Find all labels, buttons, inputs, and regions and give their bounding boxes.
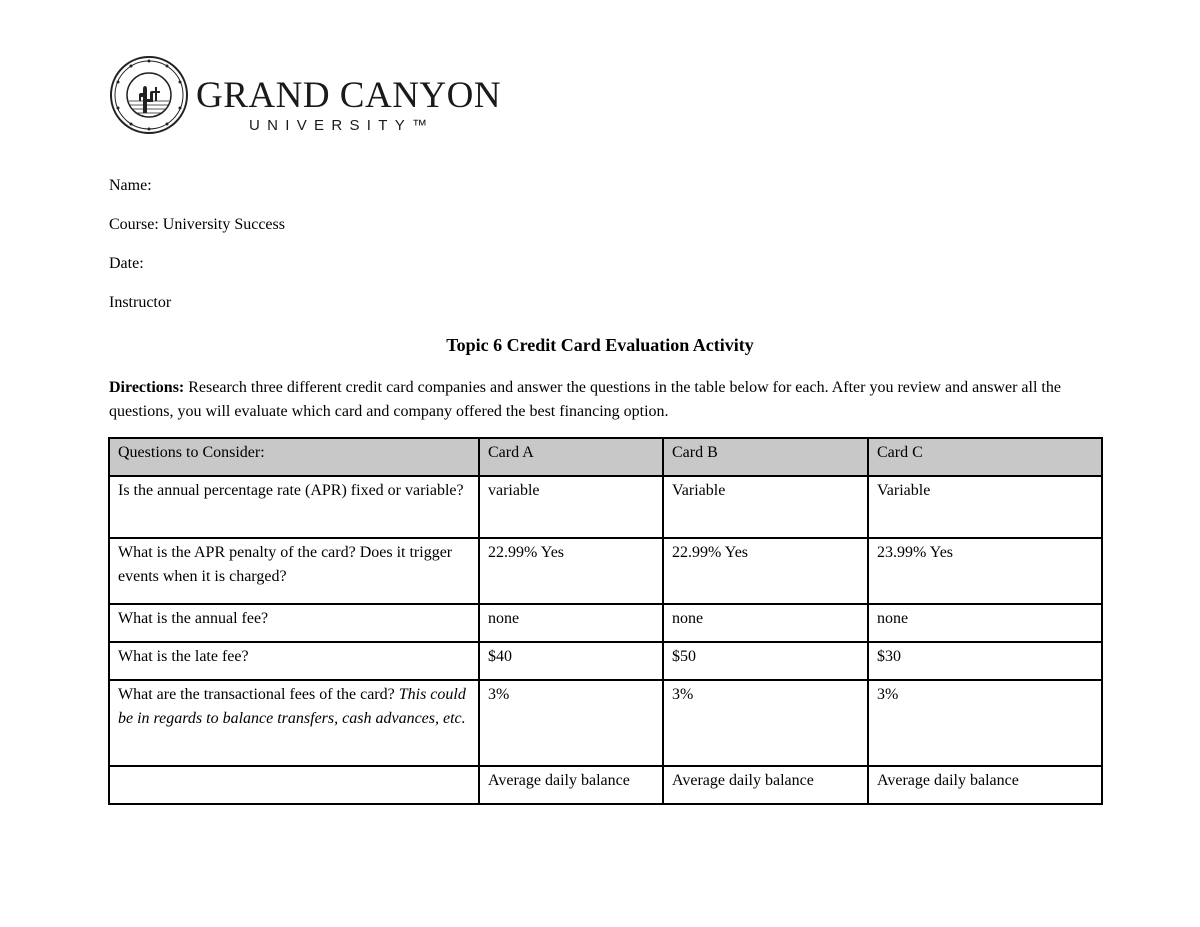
card-a-cell: 22.99% Yes bbox=[479, 538, 663, 604]
card-c-cell: Average daily balance bbox=[868, 766, 1102, 804]
table-row bbox=[109, 538, 1102, 604]
question-cell bbox=[109, 680, 479, 766]
directions-text: Research three different credit card companies and answer the questions in the table below for each. After you review and answer all the questions, you will evaluate which card and company offered the best financing option. bbox=[109, 379, 1061, 420]
card-a-cell: none bbox=[479, 604, 663, 642]
card-a-cell: Average daily balance bbox=[479, 766, 663, 804]
question-note: This could be in regards to balance transfers, cash advances, etc. bbox=[118, 686, 466, 727]
card-b-cell: Average daily balance bbox=[663, 766, 868, 804]
card-b-cell: 22.99% Yes bbox=[663, 538, 868, 604]
table-row bbox=[109, 680, 1102, 766]
logo-subtitle: UNIVERSITY™ bbox=[249, 117, 435, 134]
header-card-a: Card A bbox=[479, 438, 663, 476]
question-cell: What is the annual fee? bbox=[109, 604, 479, 642]
question-cell: What is the APR penalty of the card? Does it trigger events when it is charged? bbox=[109, 538, 479, 604]
card-c-cell: 3% bbox=[868, 680, 1102, 766]
date-label: Date: bbox=[109, 255, 144, 272]
table-row bbox=[109, 766, 1102, 804]
course-label: Course: University Success bbox=[109, 216, 285, 233]
card-c-cell: 23.99% Yes bbox=[868, 538, 1102, 604]
question-cell bbox=[109, 766, 479, 804]
header-questions: Questions to Consider: bbox=[109, 438, 479, 476]
card-b-cell: 3% bbox=[663, 680, 868, 766]
card-a-cell: $40 bbox=[479, 642, 663, 680]
directions-paragraph bbox=[109, 376, 1099, 424]
document-title: Topic 6 Credit Card Evaluation Activity bbox=[446, 335, 754, 355]
card-b-cell: Variable bbox=[663, 476, 868, 538]
card-a-cell: variable bbox=[479, 476, 663, 538]
university-logo bbox=[109, 55, 502, 137]
card-c-cell: Variable bbox=[868, 476, 1102, 538]
university-seal-icon bbox=[109, 55, 189, 135]
header-card-c: Card C bbox=[868, 438, 1102, 476]
card-b-cell: $50 bbox=[663, 642, 868, 680]
question-cell: Is the annual percentage rate (APR) fixed or variable? bbox=[109, 476, 479, 538]
credit-card-evaluation-table bbox=[108, 437, 1103, 805]
table-row bbox=[109, 642, 1102, 680]
name-label: Name: bbox=[109, 177, 152, 194]
logo-wordmark: GRAND CANYON bbox=[196, 75, 502, 116]
table-row bbox=[109, 476, 1102, 538]
card-c-cell: none bbox=[868, 604, 1102, 642]
question-text: What are the transactional fees of the card? bbox=[118, 686, 399, 703]
table-header-row bbox=[109, 438, 1102, 476]
question-cell: What is the late fee? bbox=[109, 642, 479, 680]
table-row bbox=[109, 604, 1102, 642]
instructor-label: Instructor bbox=[109, 294, 172, 311]
card-a-cell: 3% bbox=[479, 680, 663, 766]
directions-label: Directions: bbox=[109, 379, 185, 396]
card-c-cell: $30 bbox=[868, 642, 1102, 680]
card-b-cell: none bbox=[663, 604, 868, 642]
header-card-b: Card B bbox=[663, 438, 868, 476]
